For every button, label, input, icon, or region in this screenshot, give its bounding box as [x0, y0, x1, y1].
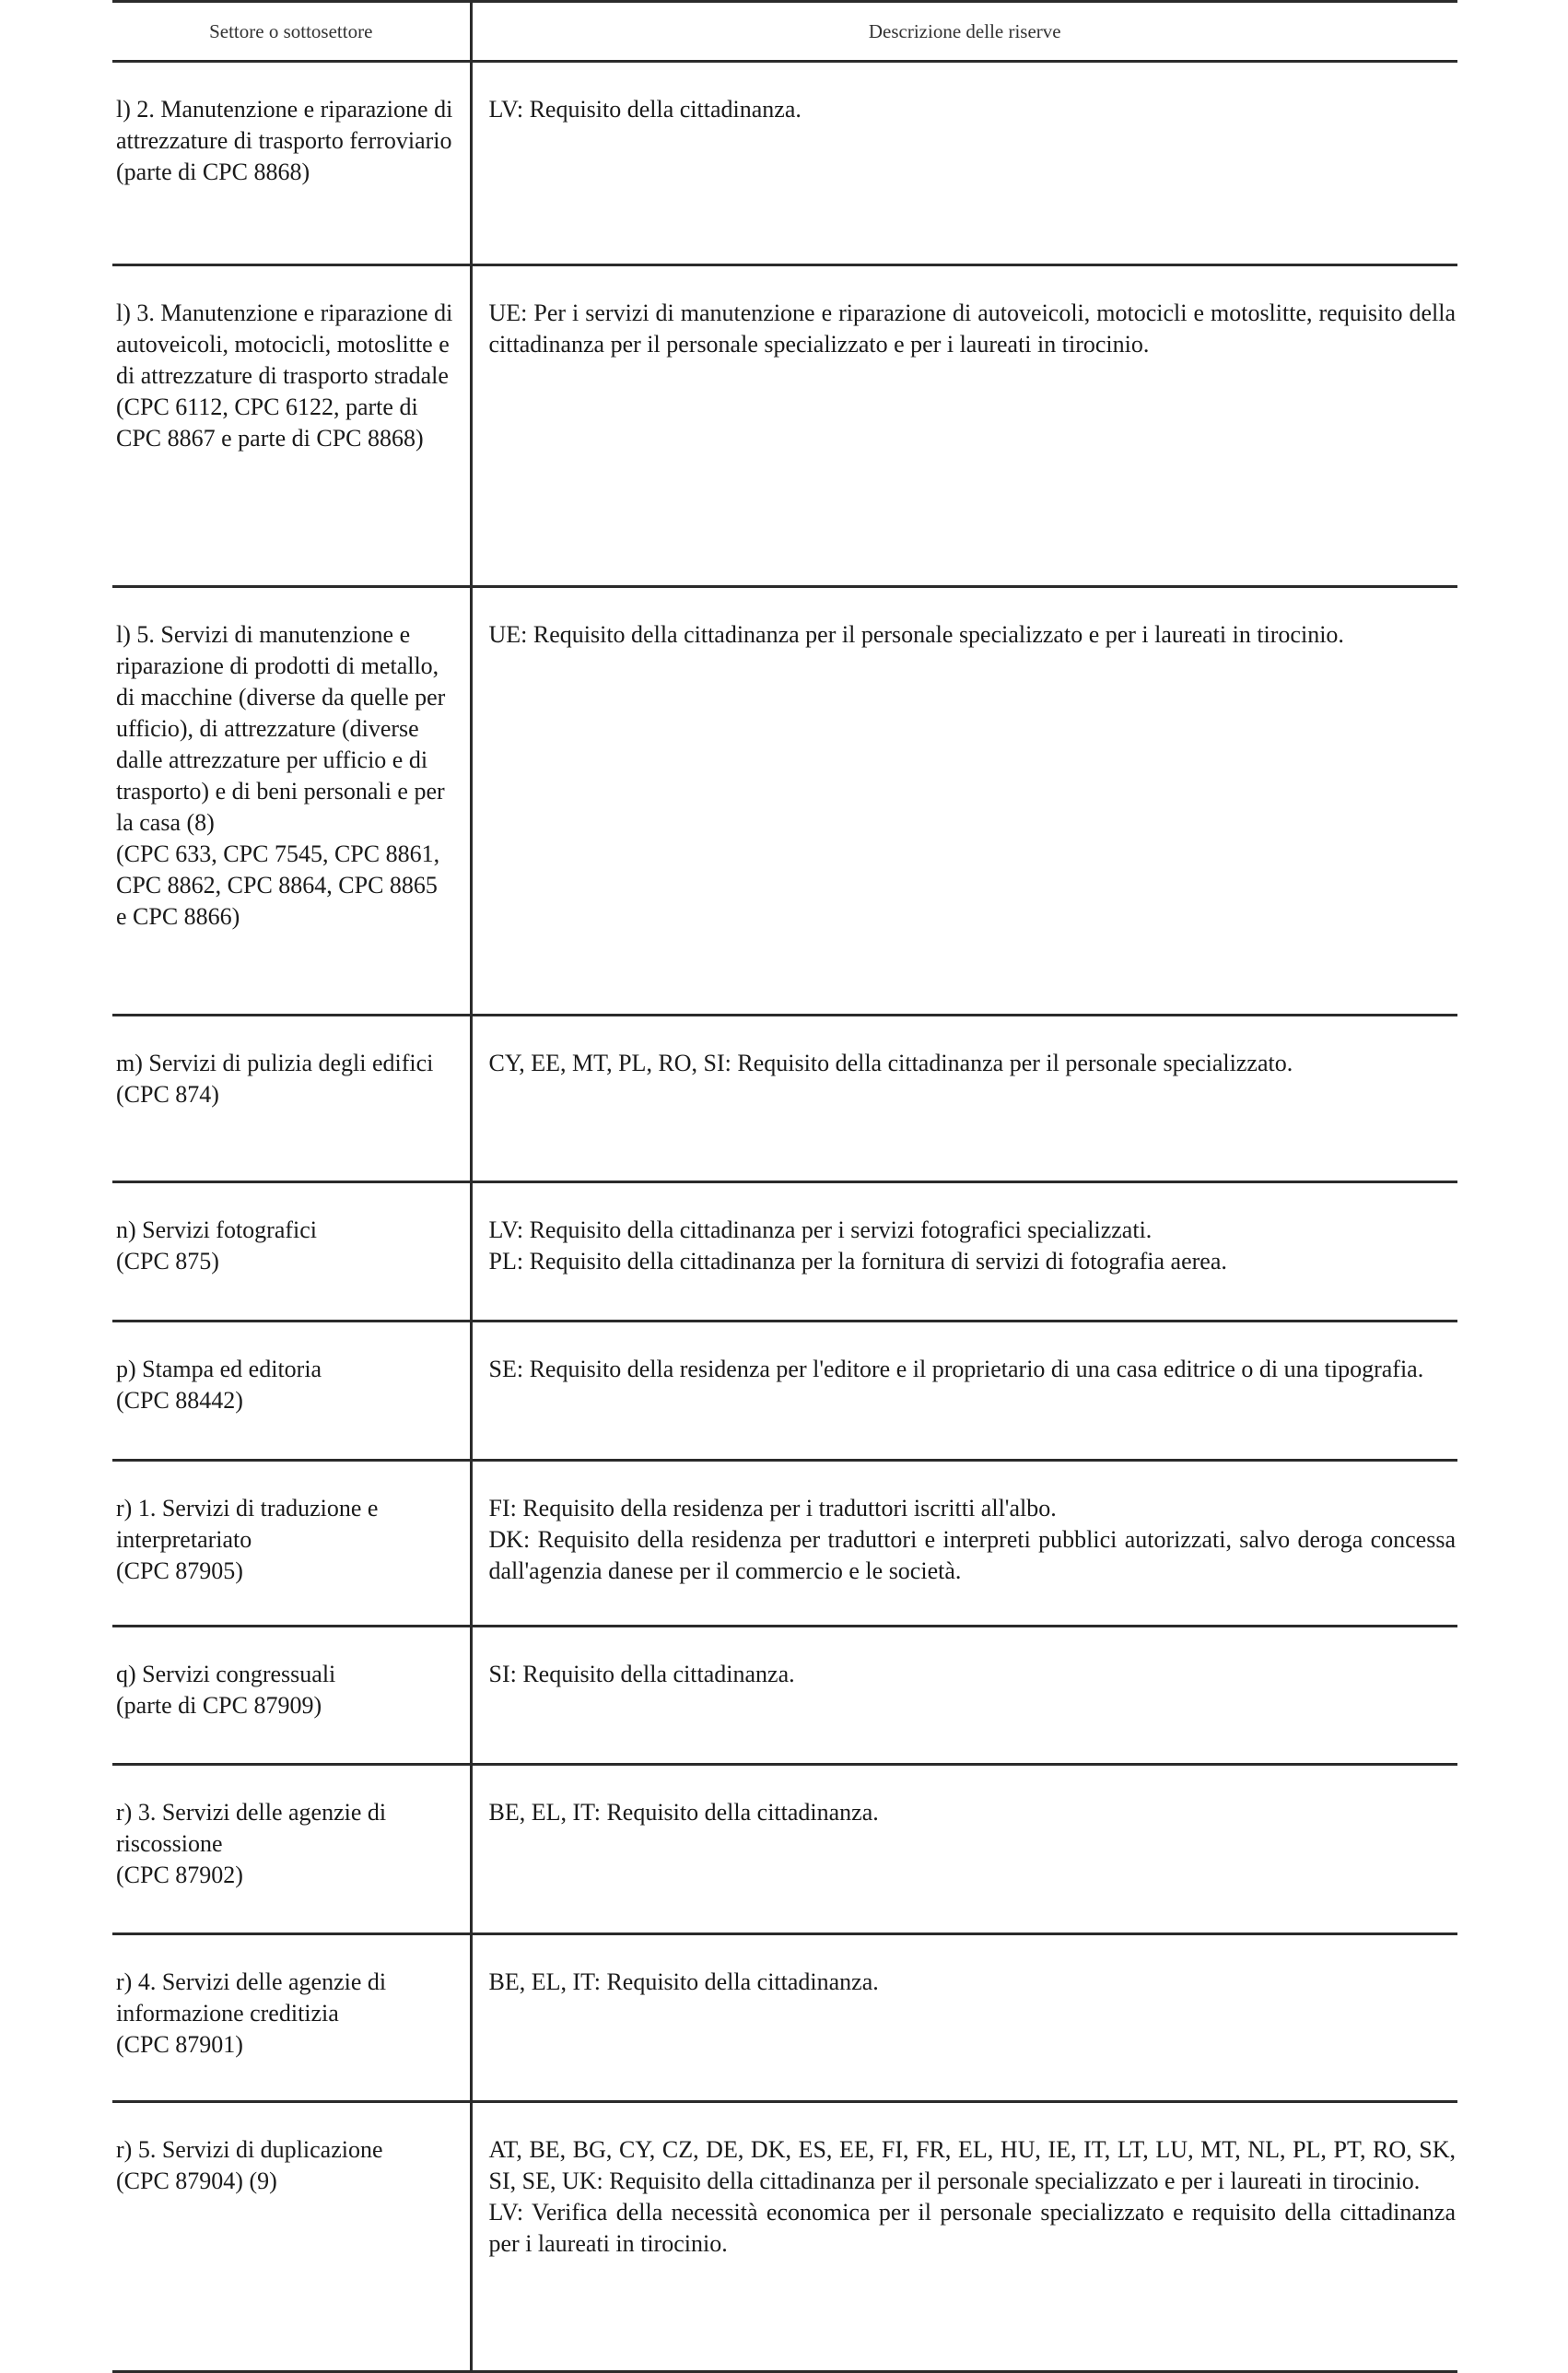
description-cell — [471, 265, 1457, 587]
description-paragraph: UE: Requisito della cittadinanza per il personale specializzato e per i laureati in tirocinio. — [488, 621, 1344, 648]
table-row — [112, 1934, 1457, 2102]
sector-name: p) Stampa ed editoria — [116, 1356, 322, 1382]
description-paragraph: FI: Requisito della residenza per i traduttori iscritti all'albo. — [488, 1495, 1057, 1521]
description-paragraph: LV: Requisito della cittadinanza. — [488, 96, 802, 123]
document-page — [112, 0, 1457, 2373]
sector-code: (CPC 87905) — [116, 1557, 243, 1584]
sector-code: (CPC 875) — [116, 1248, 219, 1275]
sector-name: r) 3. Servizi delle agenzie di riscossione — [116, 1799, 387, 1857]
table-body — [112, 62, 1457, 2372]
description-paragraph: LV: Requisito della cittadinanza per i servizi fotografici specializzati. — [488, 1216, 1153, 1243]
table-row — [112, 1627, 1457, 1765]
table-row — [112, 1765, 1457, 1934]
description-paragraph: LV: Verifica della necessità economica per il personale specializzato e requisito della cittadinanza per i laureati in tirocinio. — [488, 2199, 1456, 2257]
sector-code: (CPC 633, CPC 7545, CPC 8861, CPC 8862, CPC 8864, CPC 8865 e CPC 8866) — [116, 840, 440, 930]
table-row — [112, 1016, 1457, 1182]
sector-cell — [112, 1461, 471, 1627]
column-header-description: Descrizione delle riserve — [471, 2, 1457, 62]
sector-name: n) Servizi fotografici — [116, 1216, 318, 1243]
table-row — [112, 265, 1457, 587]
sector-cell — [112, 1765, 471, 1934]
table-row — [112, 2102, 1457, 2372]
description-paragraph: BE, EL, IT: Requisito della cittadinanza. — [488, 1799, 879, 1826]
sector-cell — [112, 62, 471, 265]
description-cell — [471, 2102, 1457, 2372]
sector-code: (CPC 6112, CPC 6122, parte di CPC 8867 e parte di CPC 8868) — [116, 394, 424, 452]
description-cell — [471, 587, 1457, 1016]
table-header — [112, 2, 1457, 62]
description-cell — [471, 1934, 1457, 2102]
sector-name: l) 3. Manutenzione e riparazione di autoveicoli, motocicli, motoslitte e di attrezzature di trasporto stradale — [116, 300, 453, 389]
sector-name: r) 5. Servizi di duplicazione — [116, 2136, 383, 2163]
table-row — [112, 62, 1457, 265]
sector-name: r) 1. Servizi di traduzione e interpretariato — [116, 1495, 379, 1553]
table-row — [112, 1322, 1457, 1461]
sector-code: (CPC 87902) — [116, 1862, 243, 1888]
sector-cell — [112, 587, 471, 1016]
sector-name: m) Servizi di pulizia degli edifici — [116, 1050, 434, 1076]
description-paragraph: DK: Requisito della residenza per traduttori e interpreti pubblici autorizzati, salvo deroga concessa dall'agenzia danese per il commercio e le società. — [488, 1526, 1456, 1584]
table-row — [112, 587, 1457, 1016]
sector-code: (CPC 88442) — [116, 1387, 243, 1414]
sector-code: (CPC 87901) — [116, 2031, 243, 2058]
sector-cell — [112, 1627, 471, 1765]
sector-cell — [112, 1182, 471, 1322]
sector-name: q) Servizi congressuali — [116, 1661, 336, 1687]
column-header-sector: Settore o sottosettore — [112, 2, 471, 62]
sector-name: l) 2. Manutenzione e riparazione di attrezzature di trasporto ferroviario — [116, 96, 453, 154]
description-paragraph: CY, EE, MT, PL, RO, SI: Requisito della cittadinanza per il personale specializzato. — [488, 1050, 1293, 1076]
description-cell — [471, 1461, 1457, 1627]
sector-code: (CPC 874) — [116, 1081, 219, 1108]
description-paragraph: SI: Requisito della cittadinanza. — [488, 1661, 795, 1687]
sector-cell — [112, 265, 471, 587]
description-cell — [471, 1182, 1457, 1322]
sector-code: (CPC 87904) (9) — [116, 2167, 277, 2194]
description-paragraph: AT, BE, BG, CY, CZ, DE, DK, ES, EE, FI, FR, EL, HU, IE, IT, LT, LU, MT, NL, PL, PT, RO, SK, SI, SE, UK: Requisito della cittadinanza per il personale specializzato e per i laureati in tirocinio. — [488, 2136, 1456, 2194]
sector-cell — [112, 2102, 471, 2372]
description-paragraph: UE: Per i servizi di manutenzione e riparazione di autoveicoli, motocicli e motoslitte, requisito della cittadinanza per il personale specializzato e per i laureati in tirocinio. — [488, 300, 1456, 358]
sector-name: r) 4. Servizi delle agenzie di informazione creditizia — [116, 1968, 387, 2026]
sector-cell — [112, 1934, 471, 2102]
sector-name: l) 5. Servizi di manutenzione e riparazione di prodotti di metallo, di macchine (diverse da quelle per ufficio), di attrezzature (diverse dalle attrezzature per ufficio e di trasporto) e di beni personali e per la casa (8) — [116, 621, 446, 836]
sector-cell — [112, 1016, 471, 1182]
sector-code: (parte di CPC 87909) — [116, 1692, 322, 1719]
table-row — [112, 1182, 1457, 1322]
description-cell — [471, 1016, 1457, 1182]
table-row — [112, 1461, 1457, 1627]
description-paragraph: PL: Requisito della cittadinanza per la fornitura di servizi di fotografia aerea. — [488, 1248, 1227, 1275]
reservations-table — [112, 0, 1457, 2373]
sector-cell — [112, 1322, 471, 1461]
sector-code: (parte di CPC 8868) — [116, 159, 310, 185]
description-cell — [471, 62, 1457, 265]
description-paragraph: SE: Requisito della residenza per l'editore e il proprietario di una casa editrice o di una tipografia. — [488, 1356, 1424, 1382]
description-paragraph: BE, EL, IT: Requisito della cittadinanza. — [488, 1968, 879, 1995]
description-cell — [471, 1322, 1457, 1461]
description-cell — [471, 1765, 1457, 1934]
description-cell — [471, 1627, 1457, 1765]
